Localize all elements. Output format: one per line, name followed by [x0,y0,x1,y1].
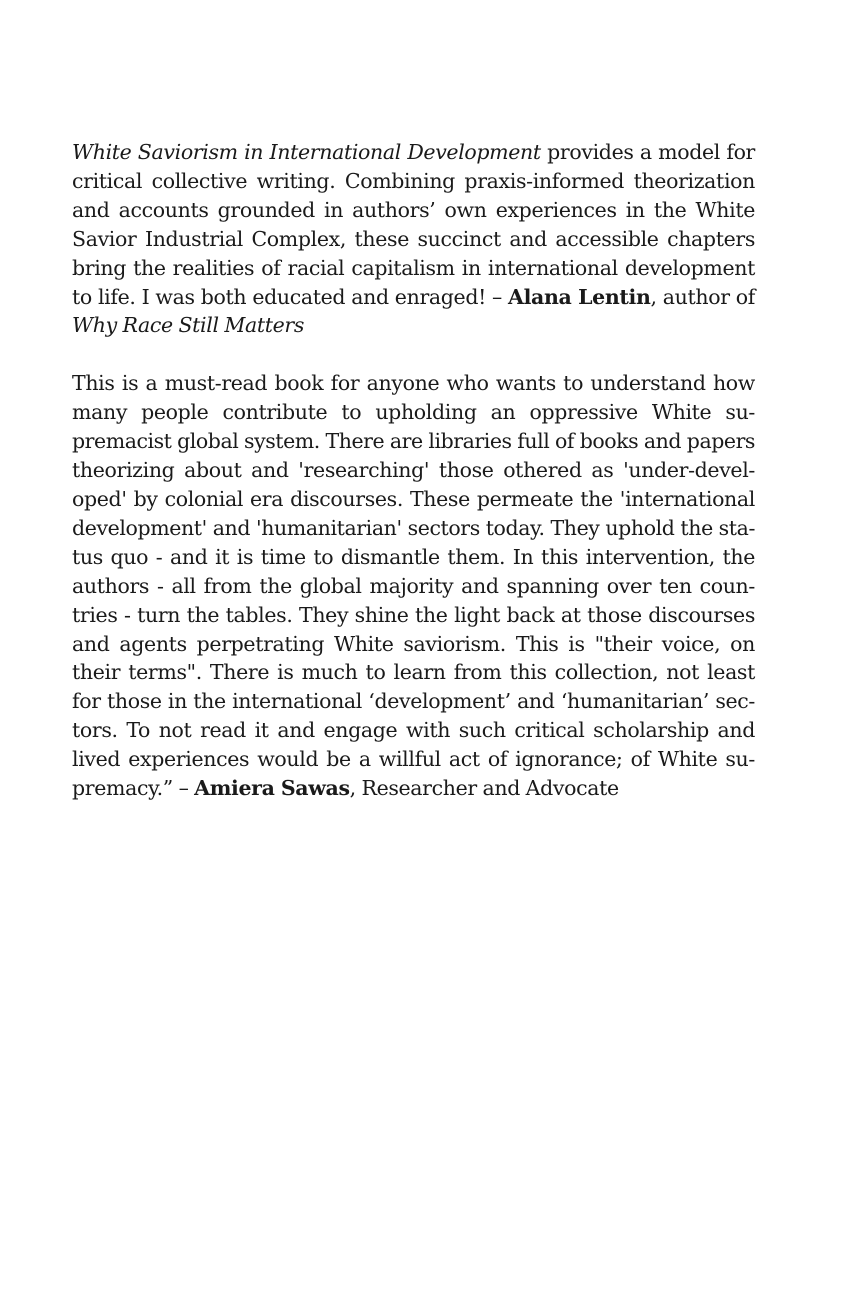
text-line: their terms". There is much to learn from this collection, not least [72,660,755,685]
text-line: many people contribute to upholding an oppressive White su- [72,400,755,425]
text-line: bring the realities of racial capitalism in international development [72,255,755,280]
text-line: lived experiences would be a willful act of ignorance; of White su- [72,747,755,772]
text-line: This is a must-read book for anyone who wants to understand how [72,371,755,396]
text-line: tries - turn the tables. They shine the light back at those discourses [72,602,755,627]
book-title: White Saviorism in International Development [72,140,541,164]
text-line [72,311,755,340]
text-line: theorizing about and 'researching' those othered as 'under-devel- [72,458,755,483]
endorser-book-title: Why Race Still Matters [72,313,305,338]
text-line: development' and 'humanitarian' sectors today. They uphold the sta- [72,515,755,540]
endorsement-sawas [72,369,755,803]
endorsement-lentin [72,138,755,340]
text-line: critical collective writing. Combining praxis-informed theorization [72,168,755,193]
text-line: tus quo - and it is time to dismantle them. In this intervention, the [72,544,755,569]
endorser-name: Amiera Sawas [194,776,350,801]
text-line: premacist global system. There are libraries full of books and papers [72,429,755,454]
text-line: premacy.” – Amiera Sawas, Researcher and Advocate [72,776,619,801]
text-line: oped' by colonial era discourses. These permeate the 'international [72,486,755,511]
text-line: White Saviorism in International Development provides a model for [72,140,756,164]
text-line: and agents perpetrating White saviorism. This is "their voice, on [72,631,755,656]
text-line: for those in the international ‘development’ and ‘humanitarian’ sec- [72,689,755,714]
text-line: tors. To not read it and engage with such critical scholarship and [72,718,755,743]
endorsements-page [72,138,755,832]
text-line: authors - all from the global majority and spanning over ten coun- [72,573,755,598]
text-line: Savior Industrial Complex, these succinct and accessible chapters [72,226,755,251]
text-line: and accounts grounded in authors’ own experiences in the White [72,197,755,222]
endorser-name: Alana Lentin [508,284,651,309]
text-line: to life. I was both educated and enraged! – Alana Lentin, author of [72,284,755,309]
